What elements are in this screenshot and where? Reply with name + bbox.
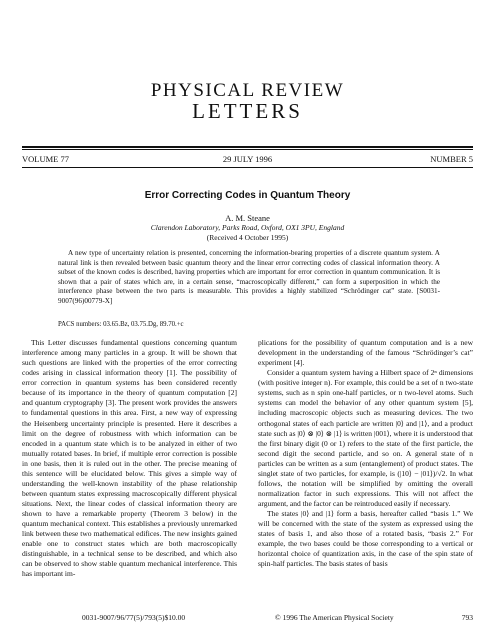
article-author: A. M. Steane <box>225 213 270 223</box>
issue-date: 29 JULY 1996 <box>222 154 273 164</box>
article-title: Error Correcting Codes in Quantum Theory <box>144 190 351 201</box>
article-affiliation: Clarendon Laboratory, Parks Road, Oxford, OX1 3PU, England <box>150 223 345 232</box>
footer-article-code: 0031-9007/96/77(5)/793(5)$10.00 <box>82 613 186 622</box>
issue-volume: VOLUME 77 <box>22 154 69 164</box>
footer-page-number: 793 <box>461 613 473 622</box>
body-paragraph: The states |0⟩ and |1⟩ form a basis, hereafter called “basis 1.” We will be concerned with the state of the system as expressed using the states of basis 1, and also those of a rotated basis, “basis 2.” For example, the two bases could be those corresponding to a vertical or horizontal choice of quantization axis, in the case of the spin state of spin-half particles. The basis states of basis <box>258 509 473 569</box>
body-column-right <box>258 338 473 569</box>
header-rule-bottom <box>22 167 473 168</box>
body-paragraph: This Letter discusses fundamental questions concerning quantum interference among many particles in a group. It will be shown that such questions are linked with the properties of the error correcting codes arising in classical information theory [1]. The possibility of error correction in quantum systems has been considered recently because of its importance in the theory of quantum computation [2] and quantum cryptography [3]. The present work provides the answers to fundamental questions in this area. First, a new way of expressing the Heisenberg uncertainty principle is presented. Here it describes a limit on the degree of robustness with which information can be encoded in a quantum state which is to be analyzed in either of two mutually rotated bases. In brief, if multiple error correction is possible in one basis, then it is ruled out in the other. The precise meaning of this sentence will be elucidated below. This gives a simple way of understanding the well-known instability of the phase relationship between quantum states expressing macroscopically different physical situations. Next, the linear codes of classical information theory are shown to have a remarkable property (Theorem 3 below) in the quantum mechanical context. This establishes a previously unremarked link between these two mathematical edifices. The new insights gained enable one to construct states which are both macroscopically distinguishable, in a technical sense to be described, and which also can be observed to show stable quantum mechanical interference. This has important im- <box>22 338 237 579</box>
article-abstract: A new type of uncertainty relation is presented, concerning the information-bearing properties of a discrete quantum system. A natural link is then revealed between basic quantum theory and the linear error correcting codes of classical information theory. A subset of the known codes is described, having properties which are important for error correction in quantum communication. It is shown that a pair of states which are, in a certain sense, “macroscopically different,” can form a superposition in which the interference phase between the two parts is measurable. This provides a highly stabilized “Schrödinger cat” state. [S0031-9007(96)00779-X] <box>58 249 440 305</box>
journal-title-line1: PHYSICAL REVIEW <box>150 80 345 101</box>
body-paragraph: plications for the possibility of quantum computation and is a new development in the understanding of the famous “Schrödinger’s cat” experiment [4]. <box>258 338 473 368</box>
header-rule-top-inner <box>22 149 473 150</box>
body-column-left <box>22 338 237 580</box>
journal-title-line2: LETTERS <box>192 99 303 123</box>
issue-line <box>22 153 473 165</box>
page-footer <box>0 612 495 624</box>
body-paragraph: Consider a quantum system having a Hilbert space of 2ⁿ dimensions (with positive integer n). For example, this could be a set of n two-state systems, such as n spin one-half particles, or n two-level atoms. Such systems can model the behavior of any other quantum system [5], including macroscopic objects such as measuring devices. The two orthogonal states of each particle are written |0⟩ and |1⟩, and a product state such as |0⟩ ⊗ |0⟩ ⊗ |1⟩ is written |001⟩, where it is understood that the first binary digit (0 or 1) refers to the state of the first particle, the second digit the second particle, and so on. A general state of n particles can be written as a sum (entanglement) of product states. The singlet state of two particles, for example, is (|10⟩ − |01⟩)/√2. In what follows, the notation will be simplified by omitting the overall normalization factor in such expressions. This will not affect the argument, and the factor can be reintroduced easily if necessary. <box>258 368 473 508</box>
article-received-date: (Received 4 October 1995) <box>206 233 289 242</box>
header-rule-top <box>22 146 473 148</box>
footer-copyright: © 1996 The American Physical Society <box>275 613 394 622</box>
issue-number: NUMBER 5 <box>430 154 473 164</box>
pacs-numbers: PACS numbers: 03.65.Bz, 03.75.Dg, 89.70.+c <box>58 321 184 328</box>
